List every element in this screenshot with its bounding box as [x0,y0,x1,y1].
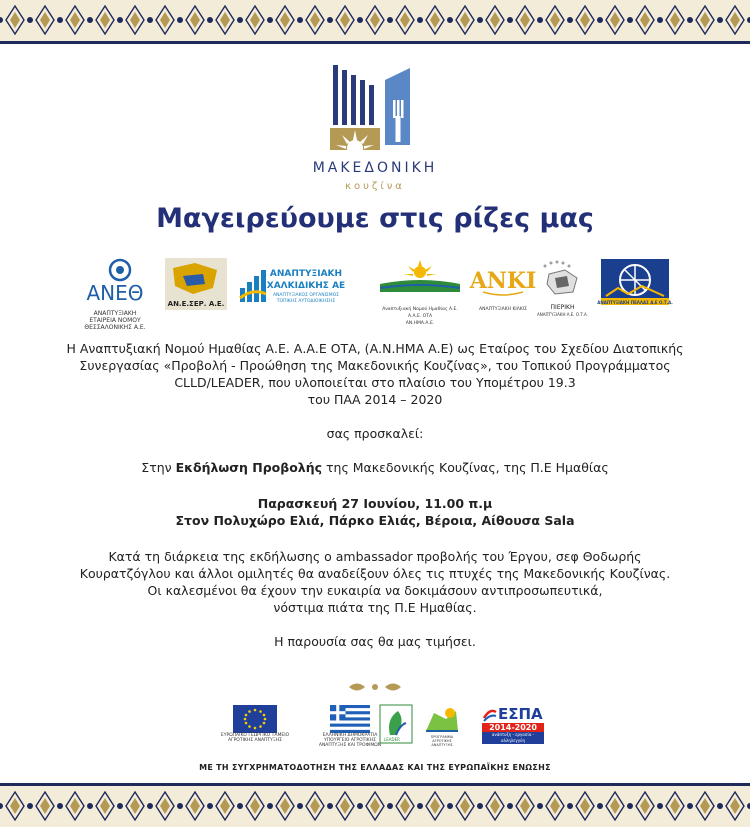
anki-emblem-icon [469,258,537,302]
pieriki-emblem-icon [535,258,590,300]
partner-aneth-logo [80,258,150,331]
top-decorative-border [0,0,750,44]
partner-logos-row [80,258,680,331]
funder-caption: LEADER [384,737,400,742]
aneth-emblem-icon [80,258,150,306]
partner-anki-logo [469,258,537,316]
pella-emblem-icon [597,258,673,306]
funder-rural-development [422,705,462,747]
funder-logos-row [190,705,570,751]
espa-swoosh-icon [482,706,498,722]
rural-development-logo-icon [422,705,462,735]
event-strong: Εκδήλωση Προβολής [175,460,323,475]
leaf-ornament-icon [345,680,405,694]
partner-caption: ΑΝΑΠΤΥΞΙΑΚΗ ΕΤΑΙΡΕΙΑ ΝΟΜΟΥ ΘΕΣΣΑΛΟΝΙΚΗΣ Α.Ε. [84,310,146,331]
funder-caption: ΕΛΛΗΝΙΚΗ ΔΗΜΟΚΡΑΤΙΑ ΥΠΟΥΡΓΕΙΟ ΑΓΡΟΤΙΚΗΣ ΑΝΑΠΤΥΞΗΣ ΚΑΙ ΤΡΟΦΙΜΩΝ [318,733,382,748]
bottom-decorative-border [0,783,750,827]
leader-logo-icon [380,705,412,743]
funder-caption: ΠΡΟΓΡΑΜΜΑ ΑΓΡΟΤΙΚΗΣ ΑΝΑΠΤΥΞΗΣ [430,735,454,747]
funder-espa [482,705,552,744]
partner-name: ΑΝ.Ε.ΣΕΡ. Α.Ε. [167,300,225,308]
espa-tag: ανάπτυξη - εργασία - αλληλεγγύη [482,732,544,744]
event-after: της Μακεδονικής Κουζίνας, της Π.Ε Ημαθίας [322,460,609,475]
svg-text:ΑΝΑΠΤΥΞΙΑΚΟΣ ΟΡΓΑΝΙΣΜΟΣ: ΑΝΑΠΤΥΞΙΑΚΟΣ ΟΡΓΑΝΙΣΜΟΣ [272,293,340,298]
greek-flag-icon [330,705,370,733]
brand-subtitle: κουζίνα [345,181,405,192]
details-line: νόστιμα πιάτα της Π.Ε Ημαθίας. [273,600,477,615]
eu-flag-icon [233,705,277,733]
funder-greece [310,705,390,748]
partner-aneser-logo [165,258,227,316]
partner-name: ΠΙΕΡΙΚΗ [550,304,575,311]
event-line [50,459,700,476]
details-line: Οι καλεσμένοι θα έχουν την ευκαιρία να δοκιμάσουν αντιπροσωπευτικά, [147,583,603,598]
partner-anhma-logo [375,258,465,326]
svg-text:ΑΝΑΠΤΥΞΙΑΚΗ: ΑΝΑΠΤΥΞΙΑΚΗ [269,269,343,279]
funder-caption: ΕΥΡΩΠΑΪΚΟ ΓΕΩΡΓΙΚΟ ΤΑΜΕΙΟ ΑΓΡΟΤΙΚΗΣ ΑΝΑΠΤΥΞΗΣ [220,733,290,743]
details-paragraph [50,548,700,616]
funder-leader [380,705,412,747]
intro-line: Η Αναπτυξιακή Νομού Ημαθίας Α.Ε. Α.Α.Ε ΟΤΑ, (Α.Ν.ΗΜΑ Α.Ε) ως Εταίρος του Σχεδίου Διατοπικής [66,341,684,356]
partner-name: ΑΝΚΙ [469,268,537,294]
svg-text:ΤΟΠΙΚΗΣ ΑΥΤΟΔΙΟΙΚΗΣΗΣ: ΤΟΠΙΚΗΣ ΑΥΤΟΔΙΟΙΚΗΣΗΣ [276,299,336,304]
espa-years: 2014-2020 [482,723,544,732]
aneser-emblem-icon [165,258,227,310]
svg-text:ΧΑΛΚΙΔΙΚΗΣ ΑΕ: ΧΑΛΚΙΔΙΚΗΣ ΑΕ [266,281,346,291]
makedoniki-kouzina-logo [300,60,450,200]
intro-line: Συνεργασίας «Προβολή - Προώθηση της Μακεδονικής Κουζίνας», του Τοπικού Προγράμματος [79,358,671,373]
details-line: Κουρατζόγλου και άλλοι ομιλητές θα αναδείξουν όλες τις πτυχές της Μακεδονικής Κουζίνας. [79,566,671,581]
partner-chalkidiki-logo [238,258,346,316]
closing-text: Η παρουσία σας θα μας τιμήσει. [274,634,476,649]
event-date: Παρασκευή 27 Ιουνίου, 11.00 π.μ [257,496,493,511]
brand-title: ΜΑΚΕΔΟΝΙΚΗ [312,160,438,176]
partner-name: ΑΝΕΘ [86,281,144,305]
partner-caption: ΑΝ.ΗΜΑ.Α.Ε. [405,321,435,326]
chalkidiki-emblem-icon [238,258,346,308]
event-venue: Στον Πολυχώρο Ελιά, Πάρκο Ελιάς, Βέροια, Αίθουσα Sala [175,513,575,528]
cofunding-statement: ΜΕ ΤΗ ΣΥΓΧΡΗΜΑΤΟΔΟΤΗΣΗ ΤΗΣ ΕΛΛΑΔΑΣ ΚΑΙ ΤΗΣ ΕΥΡΩΠΑΪΚΗΣ ΕΝΩΣΗΣ [199,763,551,772]
intro-paragraph [50,340,700,408]
border-pattern-icon [0,0,750,41]
partner-pieriki-logo [535,258,590,316]
details-line: Κατά τη διάρκεια της εκδήλωσης ο ambassador προβολής του Έργου, σεφ Θοδωρής [108,549,642,564]
funder-eu [215,705,295,743]
espa-title: ΕΣΠΑ [498,705,543,723]
event-before: Στην [141,460,176,475]
partner-pella-logo [597,258,673,316]
border-pattern-icon [0,786,750,827]
page-headline: Μαγειρεύουμε στις ρίζες μας [156,203,594,234]
partner-name: Αναπτυξιακή Νομού Ημαθίας Α.Ε. Α.Α.Ε. ΟΤΑ [382,307,458,319]
partner-name: ΑΝΑΠΤΥΞΙΑΚΗ ΠΕΛΛΑΣ Α.Ε Ο.Τ.Α. [597,300,673,305]
intro-line: του ΠΑΑ 2014 – 2020 [307,392,443,407]
partner-caption: ΑΝΑΠΤΥΞΙΑΚΗ ΚΙΛΚΙΣ [479,307,527,312]
intro-line: CLLD/LEADER, που υλοποιείται στο πλαίσιο του Υπομέτρου 19.3 [174,375,576,390]
invites-text: σας προσκαλεί: [326,426,424,441]
anhma-emblem-icon [375,258,465,302]
partner-caption: ΑΝΑΠΤΥΞΙΑΚΗ Α.Ε. Ο.Τ.Α. [537,312,588,317]
